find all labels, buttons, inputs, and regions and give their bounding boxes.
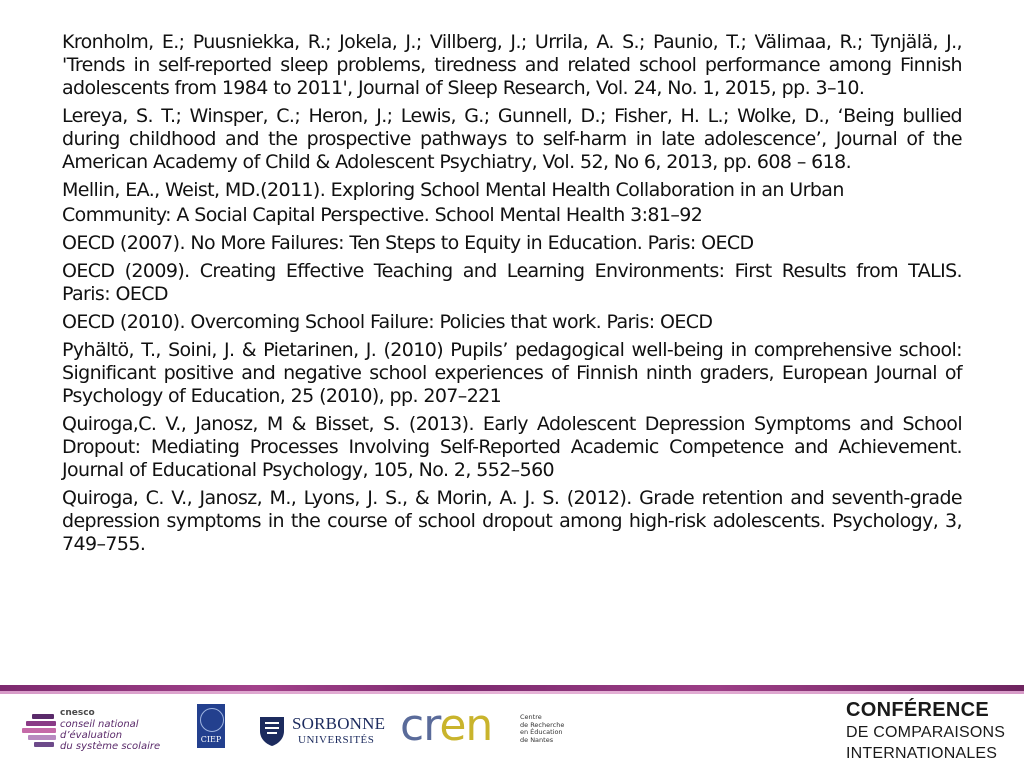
- reference-item: Quiroga,C. V., Janosz, M & Bisset, S. (2013). Early Adolescent Depression Symptoms and School Dropout: Mediating Processes Involving Self-Reported Academic Competence and Achievement. Journal of Educational Psychology, 105, No. 2, 552–560: [62, 413, 962, 481]
- conference-title: CONFÉRENCE: [846, 699, 990, 721]
- reference-item: Lereya, S. T.; Winsper, C.; Heron, J.; Lewis, G.; Gunnell, D.; Fisher, H. L.; Wolke, D., ‘Being bullied during childhood and the prospective pathways to self-harm in late adolescence’, Journal of the American Academy of Child & Adolescent Psychiatry, Vol. 52, No 6, 2013, pp. 608 – 618.: [62, 105, 962, 173]
- cren-sub: de Recherche: [520, 720, 565, 729]
- reference-item: Pyhältö, T., Soini, J. & Pietarinen, J. (2010) Pupils’ pedagogical well-being in comprehensive school: Significant positive and negative school experiences of Finnish ninth graders, European Journal of Psychology of Education, 25 (2010), pp. 207–221: [62, 339, 962, 407]
- reference-list: [62, 31, 962, 561]
- cnesco-bars-icon: [22, 714, 58, 746]
- reference-item: Kronholm, E.; Puusniekka, R.; Jokela, J.; Villberg, J.; Urrila, A. S.; Paunio, T.; Välimaa, R.; Tynjälä, J., 'Trends in self-reported sleep problems, tiredness and related school performance among Finnish adolescents from 1984 to 2011', Journal of Sleep Research, Vol. 24, No. 1, 2015, pp. 3–10.: [62, 31, 962, 99]
- reference-item: Community: A Social Capital Perspective. School Mental Health 3:81–92: [62, 204, 703, 226]
- reference-item: OECD (2010). Overcoming School Failure: Policies that work. Paris: OECD: [62, 311, 713, 333]
- cnesco-line: conseil national: [60, 719, 139, 730]
- cnesco-brand: cnesco: [60, 708, 95, 718]
- reference-item: Mellin, EA., Weist, MD.(2011). Exploring School Mental Health Collaboration in an Urban: [62, 179, 844, 201]
- sorbonne-name: SORBONNE: [292, 714, 386, 733]
- cren-word-a: cr: [400, 700, 440, 751]
- cnesco-line: du système scolaire: [60, 741, 161, 752]
- cnesco-line: d’évaluation: [60, 730, 123, 741]
- ciep-logo: [197, 704, 225, 748]
- cren-sub: de Nantes: [520, 735, 554, 744]
- sorbonne-sub: UNIVERSITÉS: [298, 734, 375, 746]
- cren-logo: [400, 700, 570, 754]
- reference-item: Quiroga, C. V., Janosz, M., Lyons, J. S., & Morin, A. J. S. (2012). Grade retention and seventh-grade depression symptoms in the course of school dropout among high-risk adolescents. Psychology, 3, 749–755.: [62, 487, 962, 555]
- cren-word-b: en: [439, 700, 493, 751]
- shield-icon: [258, 715, 286, 747]
- cren-sub: en Éducation: [520, 728, 563, 736]
- conference-title-block: [846, 698, 1016, 764]
- reference-item: OECD (2009). Creating Effective Teaching and Learning Environments: First Results from TALIS. Paris: OECD: [62, 260, 962, 305]
- globe-icon: [200, 708, 224, 732]
- reference-item: OECD (2007). No More Failures: Ten Steps to Equity in Education. Paris: OECD: [62, 232, 754, 254]
- sorbonne-logo: [258, 712, 388, 752]
- conference-line: DE COMPARAISONS: [846, 724, 1006, 741]
- cren-sub: Centre: [520, 713, 542, 721]
- ciep-label: CIEP: [200, 735, 222, 744]
- conference-line: INTERNATIONALES: [846, 745, 998, 762]
- footer-logos: [0, 694, 1024, 768]
- cnesco-logo: [22, 708, 182, 754]
